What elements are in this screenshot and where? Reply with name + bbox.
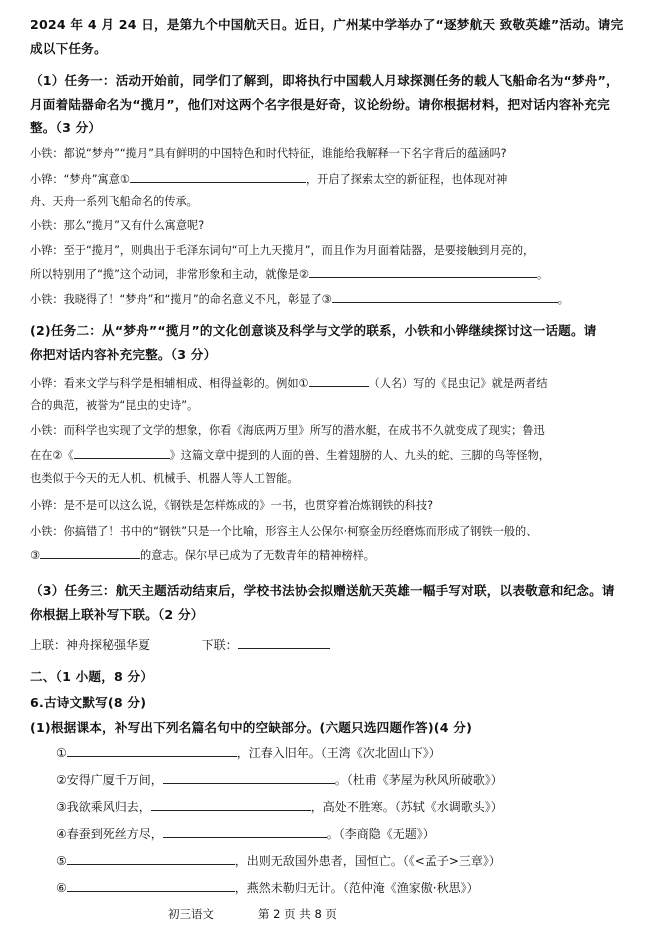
task2-dialogue-2: 小铁：而科学也实现了文学的想象，你看《海底两万里》所写的潜水艇，在成书不久就变成了现实；鲁迅 — [30, 424, 545, 437]
task1-prompt-2: 月面着陆器命名为“揽月”，他们对这两个名字很是好奇，议论纷纷。请你根据材料，把对话内容补充完 — [30, 97, 610, 112]
poem-blank[interactable] — [151, 798, 311, 811]
poem-item-5 — [56, 852, 501, 869]
task2-dialogue-3: 小铧：是不是可以这么说，《钢铁是怎样炼成的》一书，也贯穿着冶炼钢铁的科技? — [30, 499, 434, 512]
section2-heading: 二、（1 小题，8 分） — [30, 669, 154, 684]
poem-blank[interactable] — [67, 744, 237, 757]
poem-text: ⑥ — [56, 881, 67, 895]
dialogue-text: 。 — [557, 293, 569, 306]
dialogue-text: 小铧：看来文学与科学是相辅相成、相得益彰的。例如① — [30, 377, 309, 390]
intro-line-2: 成以下任务。 — [30, 41, 107, 56]
task1-dialogue-4: 小铧：至于“揽月”，则典出于毛泽东词句“可上九天揽月”，而且作为月面着陆器，是要接触到月亮的， — [30, 244, 535, 257]
task1-prompt-3: 整。（3 分） — [30, 120, 102, 135]
task1-dialogue-3: 小铁：那么“揽月”又有什么寓意呢? — [30, 219, 205, 232]
task2-dialogue-2-cont — [30, 446, 550, 463]
poem-blank[interactable] — [67, 879, 235, 892]
poem-text: ④春蚕到死丝方尽， — [56, 827, 163, 841]
poem-text: ，高处不胜寒。（苏轼《水调歌头》） — [310, 800, 503, 814]
question-6-1-instructions: (1)根据课本，补写出下列名篇名句中的空缺部分。(六题只选四题作答)(4 分) — [30, 720, 473, 735]
poem-item-2 — [56, 771, 503, 788]
footer-page-number: 第 2 页 共 8 页 — [258, 907, 337, 921]
dialogue-text: 小铧：“梦舟”寓意① — [30, 173, 130, 186]
task1-dialogue-1: 小铁：都说“梦舟”“揽月”具有鲜明的中国特色和时代特征，谁能给我解释一下名字背后的蕴涵吗? — [30, 147, 507, 160]
couplet-lower-blank[interactable] — [238, 636, 330, 649]
dialogue-text: 小铁：我晓得了！“梦舟”和“揽月”的命名意义不凡，彰显了③ — [30, 293, 332, 306]
dialogue-text: 的意志。保尔早已成为了无数青年的精神榜样。 — [140, 549, 375, 562]
answer-blank[interactable] — [40, 546, 140, 559]
poem-text: ，江春入旧年。（王湾《次北固山下》） — [236, 746, 441, 760]
poem-text: ⑤ — [56, 854, 67, 868]
dialogue-text: 在在②《 — [30, 449, 74, 462]
poem-blank[interactable] — [163, 825, 327, 838]
answer-blank[interactable] — [130, 170, 306, 183]
poem-blank[interactable] — [67, 852, 235, 865]
task2-dialogue-1-cont: 合的典范，被誉为“昆虫的史诗”。 — [30, 399, 199, 412]
footer-subject: 初三语文 — [168, 907, 214, 921]
task2-dialogue-4-cont — [30, 546, 375, 563]
dialogue-text: 所以特别用了“揽”这个动词，非常形象和主动，就像是② — [30, 268, 309, 281]
poem-text: ，出则无敌国外患者，国恒亡。（《<孟子>三章》） — [234, 854, 501, 868]
answer-blank[interactable] — [74, 446, 170, 459]
task2-dialogue-1 — [30, 374, 548, 391]
couplet-lower-label: 下联： — [201, 638, 238, 652]
dialogue-text: 。 — [536, 268, 549, 281]
task1-dialogue-5 — [30, 290, 569, 307]
poem-text: 。（李商隐《无题》） — [326, 827, 435, 841]
poem-text: ②安得广厦千万间， — [56, 773, 163, 787]
task1-dialogue-2 — [30, 170, 507, 187]
answer-blank[interactable] — [332, 290, 558, 303]
task2-prompt-1: (2)任务二：从“梦舟”“揽月”的文化创意谈及科学与文学的联系，小铁和小铧继续探讨这一话题。请 — [30, 323, 597, 338]
task2-dialogue-4: 小铁：你搞错了！书中的“钢铁”只是一个比喻，形容主人公保尔·柯察金历经磨炼而形成了钢铁一般的、 — [30, 525, 538, 538]
task2-prompt-2: 你把对话内容补充完整。（3 分） — [30, 347, 217, 362]
poem-text: ，燕然未勒归无计。（范仲淹《渔家傲·秋思》） — [234, 881, 479, 895]
couplet-upper: 上联：神舟探秘强华夏 — [30, 638, 151, 652]
poem-item-6 — [56, 879, 479, 896]
dialogue-text: 》这篇文章中提到的人面的兽、生着翅膀的人、九头的蛇、三脚的鸟等怪物， — [169, 449, 550, 462]
task1-dialogue-4-cont — [30, 265, 548, 282]
task1-dialogue-2-cont: 舟、天舟一系列飞船命名的传承。 — [30, 195, 198, 208]
task1-prompt-1: （1）任务一：活动开始前，同学们了解到，即将执行中国载人月球探测任务的载人飞船命名为“梦舟”， — [30, 73, 619, 88]
question-6-heading: 6.古诗文默写(8 分) — [30, 695, 147, 710]
intro-line-1: 2024 年 4 月 24 日，是第九个中国航天日。近日，广州某中学举办了“逐梦航天 致敬英雄”活动。请完 — [30, 17, 624, 32]
poem-blank[interactable] — [163, 771, 335, 784]
poem-text: 。（杜甫《茅屋为秋风所破歌》） — [334, 773, 503, 787]
couplet-row — [30, 636, 330, 653]
task2-dialogue-2-cont2: 也类似于今天的无人机、机械手、机器人等人工智能。 — [30, 472, 299, 485]
poem-item-4 — [56, 825, 435, 842]
answer-blank[interactable] — [309, 265, 537, 278]
dialogue-text: （人名）写的《昆虫记》就是两者结 — [368, 377, 548, 390]
answer-blank[interactable] — [309, 374, 369, 387]
poem-item-1 — [56, 744, 441, 761]
poem-item-3 — [56, 798, 503, 815]
task3-prompt-2: 你根据上联补写下联。（2 分） — [30, 607, 204, 622]
task3-prompt-1: （3）任务三：航天主题活动结束后，学校书法协会拟赠送航天英雄一幅手写对联，以表敬意和纪念。请 — [30, 583, 615, 598]
poem-text: ① — [56, 746, 67, 760]
poem-text: ③我欲乘风归去， — [56, 800, 151, 814]
dialogue-text: ，开启了探索太空的新征程，也体现对神 — [305, 173, 508, 186]
dialogue-text: ③ — [30, 549, 41, 562]
